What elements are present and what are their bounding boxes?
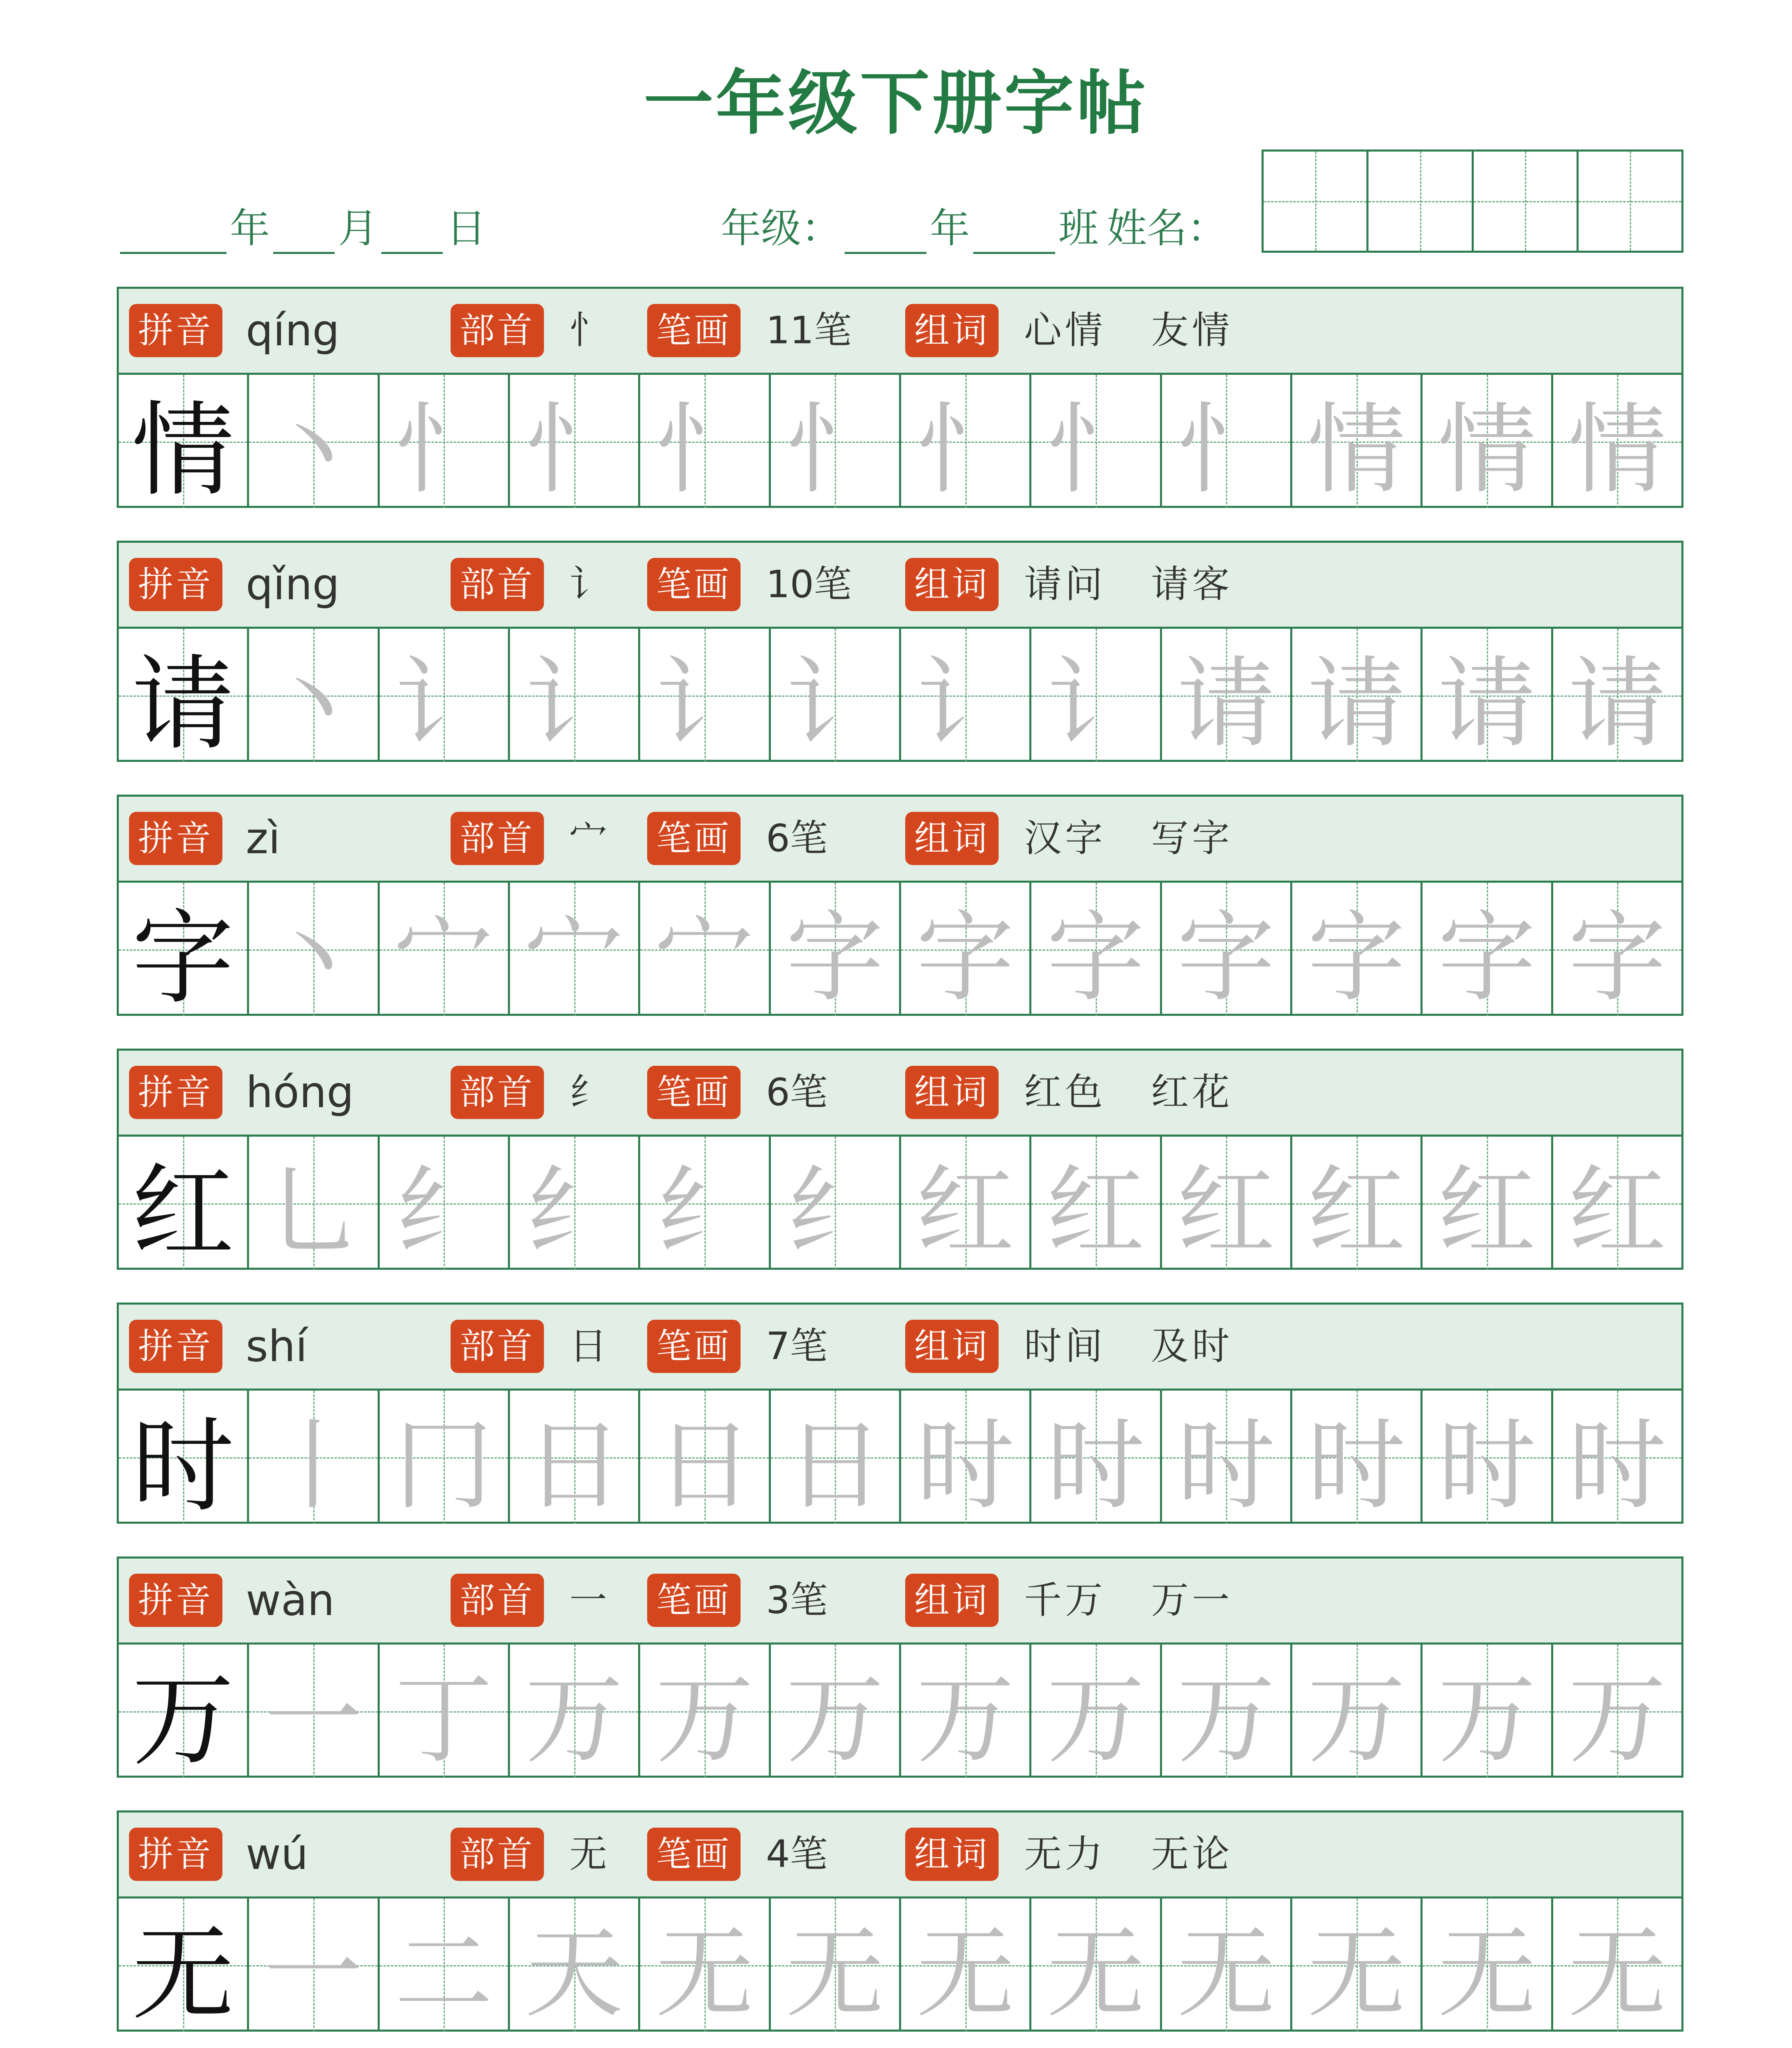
character-block xyxy=(117,1556,1683,1778)
stroke-step-character: 字 xyxy=(1307,900,1406,1015)
model-character-cell xyxy=(119,1645,249,1778)
tracing-cell[interactable] xyxy=(380,883,510,1016)
tracing-cell[interactable] xyxy=(1423,1391,1553,1524)
tracing-cell[interactable] xyxy=(640,1391,770,1524)
model-character-cell xyxy=(119,883,249,1016)
stroke-step-character: 万 xyxy=(1437,1662,1536,1777)
tracing-cell[interactable] xyxy=(1031,883,1162,1016)
grade-blank[interactable] xyxy=(845,211,927,254)
model-character: 无 xyxy=(131,1914,234,2032)
name-writing-grid[interactable] xyxy=(1262,150,1683,253)
pinyin-tag: 拼音 xyxy=(129,1574,222,1627)
radical-tag: 部首 xyxy=(451,1574,544,1627)
tracing-cell[interactable] xyxy=(1162,375,1292,508)
stroke-step-character: 请 xyxy=(1177,646,1275,761)
word: 及时 xyxy=(1151,1324,1233,1368)
stroke-step-character: 纟 xyxy=(786,1154,884,1269)
strokes-value: 10笔 xyxy=(766,562,852,606)
tracing-cell[interactable] xyxy=(771,1898,901,2032)
stroke-step-character: 一 xyxy=(264,1916,362,2031)
word: 时间 xyxy=(1024,1324,1106,1368)
stroke-step-character: 日 xyxy=(655,1408,754,1523)
strokes-tag: 笔画 xyxy=(647,1574,741,1627)
stroke-step-character: 红 xyxy=(1177,1154,1275,1269)
day-blank[interactable] xyxy=(381,211,443,254)
tracing-cell[interactable] xyxy=(380,1898,510,2032)
strokes-value: 11笔 xyxy=(766,308,852,352)
strokes-value: 4笔 xyxy=(766,1832,828,1876)
tracing-cell[interactable] xyxy=(640,1137,770,1270)
model-character-cell xyxy=(119,1137,249,1270)
tracing-cell[interactable] xyxy=(901,375,1031,508)
stroke-step-character: 无 xyxy=(916,1916,1015,2031)
year-blank[interactable] xyxy=(120,211,227,254)
stroke-step-character: 忄 xyxy=(394,392,493,507)
tracing-cell[interactable] xyxy=(1423,1898,1553,2032)
class-blank[interactable] xyxy=(973,211,1055,254)
stroke-step-character: 情 xyxy=(1568,392,1667,507)
writing-cells xyxy=(119,629,1681,762)
name-cell[interactable] xyxy=(1579,152,1681,251)
stroke-step-character: 字 xyxy=(916,900,1015,1015)
tracing-cell[interactable] xyxy=(901,1391,1031,1524)
stroke-step-character: 讠 xyxy=(394,646,493,761)
stroke-step-character: 忄 xyxy=(916,392,1015,507)
tracing-cell[interactable] xyxy=(1292,1645,1423,1778)
page-title: 一年级下册字帖 xyxy=(643,62,1149,144)
stroke-step-character: 万 xyxy=(1307,1662,1406,1777)
pinyin-tag: 拼音 xyxy=(129,1066,222,1119)
stroke-step-character: 万 xyxy=(655,1662,754,1777)
character-block xyxy=(117,1049,1683,1270)
grade-year-label: 年 xyxy=(930,205,970,252)
tracing-cell[interactable] xyxy=(380,375,510,508)
name-label: 姓名： xyxy=(1107,205,1228,252)
stroke-step-character: 忄 xyxy=(525,392,623,507)
tracing-cell[interactable] xyxy=(640,883,770,1016)
tracing-cell[interactable] xyxy=(1162,1391,1292,1524)
words-value xyxy=(1024,812,1233,865)
radical-tag: 部首 xyxy=(451,1320,544,1373)
stroke-step-character: 忄 xyxy=(786,392,884,507)
tracing-cell[interactable] xyxy=(1162,883,1292,1016)
tracing-cell[interactable] xyxy=(249,1391,379,1524)
model-character: 字 xyxy=(131,898,234,1016)
strokes-value: 6笔 xyxy=(766,1070,828,1114)
tracing-cell[interactable] xyxy=(640,629,770,762)
tracing-cell[interactable] xyxy=(771,629,901,762)
stroke-step-character: 红 xyxy=(1437,1154,1536,1269)
stroke-step-character: 二 xyxy=(394,1916,493,2031)
tracing-cell[interactable] xyxy=(1423,883,1553,1016)
character-info-bar xyxy=(119,1812,1681,1898)
month-blank[interactable] xyxy=(273,211,335,254)
tracing-cell[interactable] xyxy=(771,883,901,1016)
tracing-cell[interactable] xyxy=(1292,1137,1423,1270)
stroke-step-character: 乚 xyxy=(264,1154,362,1269)
tracing-cell[interactable] xyxy=(380,629,510,762)
stroke-step-character: 宀 xyxy=(394,900,493,1015)
stroke-step-character: 忄 xyxy=(1046,392,1145,507)
tracing-cell[interactable] xyxy=(1553,629,1681,762)
stroke-step-character: 字 xyxy=(1568,900,1667,1015)
stroke-step-character: 字 xyxy=(1177,900,1275,1015)
words-tag: 组词 xyxy=(905,304,999,357)
pinyin-value: zì xyxy=(246,813,281,863)
character-info-bar xyxy=(119,1559,1681,1645)
tracing-cell[interactable] xyxy=(249,629,379,762)
tracing-cell[interactable] xyxy=(771,375,901,508)
character-block xyxy=(117,1303,1683,1524)
model-character: 请 xyxy=(131,644,234,762)
tracing-cell[interactable] xyxy=(901,629,1031,762)
tracing-cell[interactable] xyxy=(510,375,640,508)
stroke-step-character: 万 xyxy=(786,1662,884,1777)
tracing-cell[interactable] xyxy=(901,883,1031,1016)
stroke-step-character: 讠 xyxy=(1046,646,1145,761)
tracing-cell[interactable] xyxy=(510,883,640,1016)
radical-value: 纟 xyxy=(569,1070,607,1114)
stroke-step-character: 无 xyxy=(1177,1916,1275,2031)
strokes-tag: 笔画 xyxy=(647,558,741,611)
pinyin-value: qǐng xyxy=(246,560,340,609)
stroke-step-character: 丶 xyxy=(264,392,362,507)
tracing-cell[interactable] xyxy=(1292,375,1423,508)
tracing-cell[interactable] xyxy=(1553,1391,1681,1524)
word: 无力 xyxy=(1024,1832,1106,1876)
character-info-bar xyxy=(119,797,1681,883)
stroke-step-character: 万 xyxy=(1177,1662,1275,1777)
word: 万一 xyxy=(1151,1578,1233,1622)
stroke-step-character: 丶 xyxy=(264,900,362,1015)
tracing-cell[interactable] xyxy=(1553,1898,1681,2032)
stroke-step-character: 红 xyxy=(1568,1154,1667,1269)
tracing-cell[interactable] xyxy=(510,1898,640,2032)
stroke-step-character: 无 xyxy=(1046,1916,1145,2031)
pinyin-value: wú xyxy=(246,1829,308,1879)
word: 红色 xyxy=(1024,1070,1106,1114)
stroke-step-character: 无 xyxy=(786,1916,884,2031)
year-label: 年 xyxy=(230,205,270,252)
stroke-step-character: 万 xyxy=(916,1662,1015,1777)
class-fill-line xyxy=(721,197,1227,254)
stroke-step-character: 时 xyxy=(1437,1408,1536,1523)
model-character-cell xyxy=(119,629,249,762)
character-block xyxy=(117,287,1683,508)
tracing-cell[interactable] xyxy=(1423,1645,1553,1778)
word: 心情 xyxy=(1024,308,1106,352)
writing-cells xyxy=(119,1645,1681,1778)
tracing-cell[interactable] xyxy=(901,1645,1031,1778)
stroke-step-character: 万 xyxy=(1568,1662,1667,1777)
tracing-cell[interactable] xyxy=(771,1391,901,1524)
word: 请问 xyxy=(1024,562,1106,606)
words-value xyxy=(1024,1066,1233,1119)
writing-cells xyxy=(119,375,1681,508)
word: 汉字 xyxy=(1024,816,1106,860)
tracing-cell[interactable] xyxy=(1031,375,1162,508)
tracing-cell[interactable] xyxy=(640,375,770,508)
stroke-step-character: 时 xyxy=(1177,1408,1275,1523)
strokes-value: 3笔 xyxy=(766,1578,828,1622)
strokes-tag: 笔画 xyxy=(647,812,741,865)
tracing-cell[interactable] xyxy=(771,1137,901,1270)
radical-tag: 部首 xyxy=(451,812,544,865)
stroke-step-character: 时 xyxy=(1307,1408,1406,1523)
tracing-cell[interactable] xyxy=(640,1645,770,1778)
tracing-cell[interactable] xyxy=(380,1137,510,1270)
words-value xyxy=(1024,558,1233,611)
words-value xyxy=(1024,304,1233,357)
month-label: 月 xyxy=(338,205,378,252)
tracing-cell[interactable] xyxy=(510,629,640,762)
tracing-cell[interactable] xyxy=(1031,1391,1162,1524)
pinyin-tag: 拼音 xyxy=(129,812,222,865)
stroke-step-character: 情 xyxy=(1437,392,1536,507)
tracing-cell[interactable] xyxy=(1553,883,1681,1016)
writing-cells xyxy=(119,883,1681,1016)
stroke-step-character: 讠 xyxy=(916,646,1015,761)
radical-tag: 部首 xyxy=(451,558,544,611)
name-cell[interactable] xyxy=(1368,152,1473,251)
stroke-step-character: 丨 xyxy=(264,1408,362,1523)
strokes-tag: 笔画 xyxy=(647,1066,741,1119)
stroke-step-character: 红 xyxy=(1307,1154,1406,1269)
name-cell[interactable] xyxy=(1264,152,1368,251)
tracing-cell[interactable] xyxy=(901,1137,1031,1270)
tracing-cell[interactable] xyxy=(1292,629,1423,762)
tracing-cell[interactable] xyxy=(510,1645,640,1778)
tracing-cell[interactable] xyxy=(1553,375,1681,508)
model-character-cell xyxy=(119,1391,249,1524)
stroke-step-character: 无 xyxy=(1437,1916,1536,2031)
tracing-cell[interactable] xyxy=(249,1645,379,1778)
stroke-step-character: 忄 xyxy=(655,392,754,507)
stroke-step-character: 时 xyxy=(1568,1408,1667,1523)
radical-tag: 部首 xyxy=(451,304,544,357)
character-info-bar xyxy=(119,289,1681,375)
tracing-cell[interactable] xyxy=(1162,1137,1292,1270)
tracing-cell[interactable] xyxy=(1423,1137,1553,1270)
stroke-step-character: 宀 xyxy=(655,900,754,1015)
strokes-value: 6笔 xyxy=(766,816,828,860)
words-tag: 组词 xyxy=(905,558,999,611)
stroke-step-character: 纟 xyxy=(655,1154,754,1269)
pinyin-tag: 拼音 xyxy=(129,304,222,357)
stroke-step-character: 日 xyxy=(525,1408,623,1523)
tracing-cell[interactable] xyxy=(1292,883,1423,1016)
word: 友情 xyxy=(1151,308,1233,352)
words-tag: 组词 xyxy=(905,812,999,865)
pinyin-tag: 拼音 xyxy=(129,558,222,611)
tracing-cell[interactable] xyxy=(640,1898,770,2032)
pinyin-value: hóng xyxy=(246,1067,354,1117)
stroke-step-character: 天 xyxy=(525,1916,623,2031)
tracing-cell[interactable] xyxy=(510,1391,640,1524)
stroke-step-character: 讠 xyxy=(525,646,623,761)
date-fill-line xyxy=(117,197,486,254)
tracing-cell[interactable] xyxy=(1031,629,1162,762)
stroke-step-character: 宀 xyxy=(525,900,623,1015)
pinyin-value: wàn xyxy=(246,1575,335,1625)
writing-cells xyxy=(119,1898,1681,2032)
tracing-cell[interactable] xyxy=(1031,1898,1162,2032)
pinyin-value: shí xyxy=(246,1321,308,1371)
tracing-cell[interactable] xyxy=(1162,629,1292,762)
tracing-cell[interactable] xyxy=(771,1645,901,1778)
character-info-bar xyxy=(119,543,1681,629)
tracing-cell[interactable] xyxy=(380,1645,510,1778)
stroke-step-character: 讠 xyxy=(786,646,884,761)
radical-value: 一 xyxy=(569,1578,607,1622)
radical-tag: 部首 xyxy=(451,1066,544,1119)
stroke-step-character: 无 xyxy=(655,1916,754,2031)
character-info-bar xyxy=(119,1305,1681,1391)
tracing-cell[interactable] xyxy=(249,1137,379,1270)
tracing-cell[interactable] xyxy=(1292,1391,1423,1524)
stroke-step-character: 请 xyxy=(1307,646,1406,761)
word: 请客 xyxy=(1151,562,1233,606)
words-tag: 组词 xyxy=(905,1828,999,1881)
model-character-cell xyxy=(119,375,249,508)
word: 红花 xyxy=(1151,1070,1233,1114)
stroke-step-character: 字 xyxy=(786,900,884,1015)
stroke-step-character: 字 xyxy=(1046,900,1145,1015)
stroke-step-character: 时 xyxy=(916,1408,1015,1523)
stroke-step-character: 万 xyxy=(1046,1662,1145,1777)
words-tag: 组词 xyxy=(905,1320,999,1373)
stroke-step-character: 讠 xyxy=(655,646,754,761)
words-tag: 组词 xyxy=(905,1574,999,1627)
tracing-cell[interactable] xyxy=(1162,1898,1292,2032)
stroke-step-character: 一 xyxy=(264,1662,362,1777)
pinyin-tag: 拼音 xyxy=(129,1320,222,1373)
model-character: 红 xyxy=(131,1152,234,1270)
writing-cells xyxy=(119,1391,1681,1524)
radical-value: 日 xyxy=(569,1324,607,1368)
character-info-bar xyxy=(119,1051,1681,1137)
tracing-cell[interactable] xyxy=(1423,375,1553,508)
model-character: 情 xyxy=(131,390,234,508)
word: 无论 xyxy=(1151,1832,1233,1876)
words-value xyxy=(1024,1574,1233,1627)
stroke-step-character: 纟 xyxy=(525,1154,623,1269)
stroke-step-character: 字 xyxy=(1437,900,1536,1015)
words-tag: 组词 xyxy=(905,1066,999,1119)
model-character: 万 xyxy=(131,1660,234,1778)
strokes-tag: 笔画 xyxy=(647,304,741,357)
tracing-cell[interactable] xyxy=(249,883,379,1016)
character-block xyxy=(117,541,1683,762)
tracing-cell[interactable] xyxy=(1423,629,1553,762)
stroke-step-character: 无 xyxy=(1568,1916,1667,2031)
radical-value: 宀 xyxy=(569,816,607,860)
radical-value: 忄 xyxy=(569,308,607,352)
class-label: 班 xyxy=(1058,205,1099,252)
tracing-cell[interactable] xyxy=(901,1898,1031,2032)
words-value xyxy=(1024,1828,1233,1881)
radical-tag: 部首 xyxy=(451,1828,544,1881)
pinyin-tag: 拼音 xyxy=(129,1828,222,1881)
name-cell[interactable] xyxy=(1474,152,1579,251)
stroke-step-character: 冂 xyxy=(394,1408,493,1523)
tracing-cell[interactable] xyxy=(1031,1645,1162,1778)
stroke-step-character: 丁 xyxy=(394,1662,493,1777)
day-label: 日 xyxy=(446,205,487,252)
model-character-cell xyxy=(119,1898,249,2032)
stroke-step-character: 时 xyxy=(1046,1408,1145,1523)
stroke-step-character: 红 xyxy=(916,1154,1015,1269)
character-block xyxy=(117,1810,1683,2032)
stroke-step-character: 红 xyxy=(1046,1154,1145,1269)
stroke-step-character: 日 xyxy=(786,1408,884,1523)
stroke-step-character: 忄 xyxy=(1177,392,1275,507)
stroke-step-character: 丶 xyxy=(264,646,362,761)
tracing-cell[interactable] xyxy=(380,1391,510,1524)
stroke-step-character: 请 xyxy=(1437,646,1536,761)
strokes-value: 7笔 xyxy=(766,1324,828,1368)
tracing-cell[interactable] xyxy=(1292,1898,1423,2032)
tracing-cell[interactable] xyxy=(1553,1137,1681,1270)
writing-cells xyxy=(119,1137,1681,1270)
character-block xyxy=(117,795,1683,1016)
pinyin-value: qíng xyxy=(246,306,340,356)
word: 千万 xyxy=(1024,1578,1106,1622)
grade-label: 年级： xyxy=(721,205,842,252)
strokes-tag: 笔画 xyxy=(647,1828,741,1881)
stroke-step-character: 无 xyxy=(1307,1916,1406,2031)
model-character: 时 xyxy=(131,1406,234,1524)
strokes-tag: 笔画 xyxy=(647,1320,741,1373)
radical-value: 讠 xyxy=(569,562,607,606)
tracing-cell[interactable] xyxy=(1162,1645,1292,1778)
radical-value: 无 xyxy=(569,1832,607,1876)
stroke-step-character: 情 xyxy=(1307,392,1406,507)
words-value xyxy=(1024,1320,1233,1373)
stroke-step-character: 万 xyxy=(525,1662,623,1777)
tracing-cell[interactable] xyxy=(249,375,379,508)
tracing-cell[interactable] xyxy=(1031,1137,1162,1270)
stroke-step-character: 请 xyxy=(1568,646,1667,761)
stroke-step-character: 纟 xyxy=(394,1154,493,1269)
word: 写字 xyxy=(1151,816,1233,860)
tracing-cell[interactable] xyxy=(1553,1645,1681,1778)
tracing-cell[interactable] xyxy=(510,1137,640,1270)
tracing-cell[interactable] xyxy=(249,1898,379,2032)
